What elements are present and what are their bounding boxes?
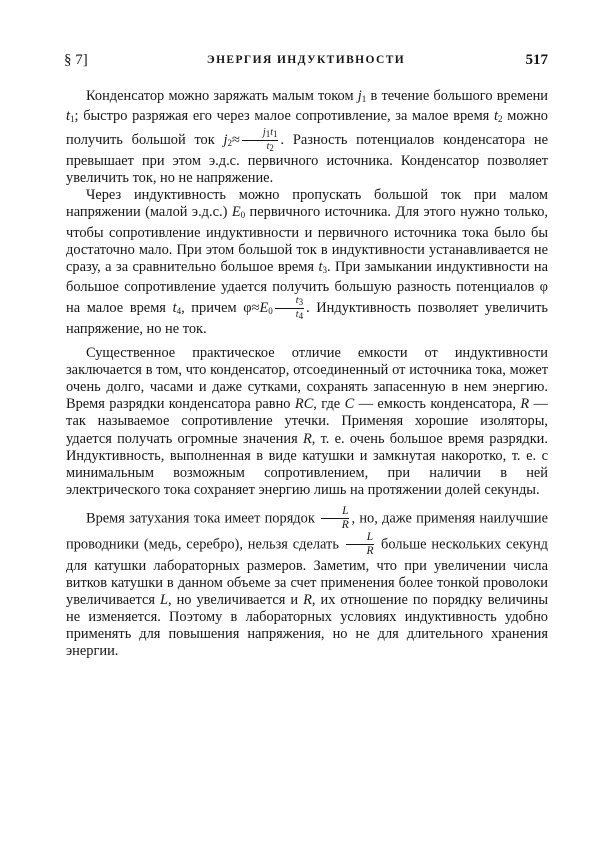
- paragraph-inductance: Через индуктивность можно пропускать большой ток при малом напряжении (малой э.д.с.) $E_0$ первичного источника. Для этого нужно только, чтобы сопротивление индуктивности и первичного источника тока было бы достаточно мало. При этом большой ток в индуктивности устанавливается не сразу, а за сравнительно большое время $t_3$. При замыкании индуктивности на большое сопротивление удается получить большую разность потенциалов φ на малое время $t_4$, причем $\varphi\approx E_0$ $\frac{t3}{t4}$ . Индуктивность позволяет увеличить напряжение, но не ток.: [66, 187, 549, 337]
- fraction-L-over-R-second: $\frac{L}{R}$: [346, 532, 374, 558]
- fraction-t3-over-t4: $\frac{t3}{t4}$: [275, 296, 304, 321]
- math-C: C: [344, 396, 355, 413]
- fraction-j1t1-over-t2: $\frac{j1t1}{t2}$: [242, 128, 279, 153]
- paragraph-capacitor: Конденсатор можно заряжать малым током $j_1$ в течение большого времени $t_1$; быстро разряжая его через малое сопротивление, за малое время $t_2$ можно получить большой ток $j_2\approx$ $\frac{j1t1}{t2}$ . Разность потенциалов конденсатора не превышает при этом э.д.с. первичного источника. Конденсатор позволяет увеличить ток, но не напряжение.: [66, 88, 549, 187]
- math-L: L: [159, 592, 168, 609]
- running-header: [64, 52, 548, 74]
- section-mark: § 7]: [64, 52, 88, 68]
- math-j1: $j_1$: [357, 88, 367, 104]
- body-text: [66, 88, 548, 660]
- math-t3: $t_3$: [318, 258, 327, 275]
- math-R: R: [520, 396, 530, 413]
- paragraph-decay-time: Время затухания тока имеет порядок $\frac{L}{R}$ , но, даже применяя наилучшие проводники (медь, серебро), нельзя сделать $\frac{L}{R}$ больше нескольких секунд для катушки лабораторных размеров. Заметим, что при увеличении числа витков катушки в данном объеме за счет применения более тонкой проволоки увеличивается L, но увеличивается и R, их отношение по порядку величины не изменяется. Поэтому в лабораторных условиях индуктивность удобно применять для повышения напряжения, но не для длительного хранения энергии.: [66, 504, 548, 660]
- fraction-L-over-R: $\frac{L}{R}$: [321, 506, 349, 532]
- math-E0: $E_0$: [231, 204, 246, 221]
- paragraph-capacitance-vs-inductance: Существенное практическое отличие емкости от индуктивности заключается в том, что конденсатор, отсоединенный от источника тока, может очень долго, часами и даже сутками, сохранять запасенную в нем энергию. Время разрядки конденсатора равно RC, где C — емкость конденсатора, R — так называемое сопротивление утечки. Применяя хорошие изоляторы, удается получать огромные значения R, т. е. очень большое время разрядки. Индуктивность, выполненная в виде катушки и замкнутая накоротко, т. е. с минимальным возможным сопротивлением, при наличии в ней электрического тока сохраняет энергию лишь на протяжении долей секунды.: [66, 345, 548, 498]
- formula-phi: $\varphi\approx E_0$ $\frac{t3}{t4}$: [243, 294, 304, 321]
- page-number: 517: [525, 52, 548, 68]
- chapter-title: ЭНЕРГИЯ ИНДУКТИВНОСТИ: [206, 54, 406, 66]
- math-t4: $t_4$: [172, 299, 182, 316]
- math-RC: RC: [294, 396, 314, 413]
- math-R-last: R: [303, 592, 312, 609]
- math-t1: $t_1$: [66, 108, 75, 125]
- formula-j2: $j_2\approx$ $\frac{j1t1}{t2}$: [223, 127, 278, 154]
- math-t2: $t_2$: [494, 108, 503, 125]
- math-R-values: R: [302, 430, 312, 447]
